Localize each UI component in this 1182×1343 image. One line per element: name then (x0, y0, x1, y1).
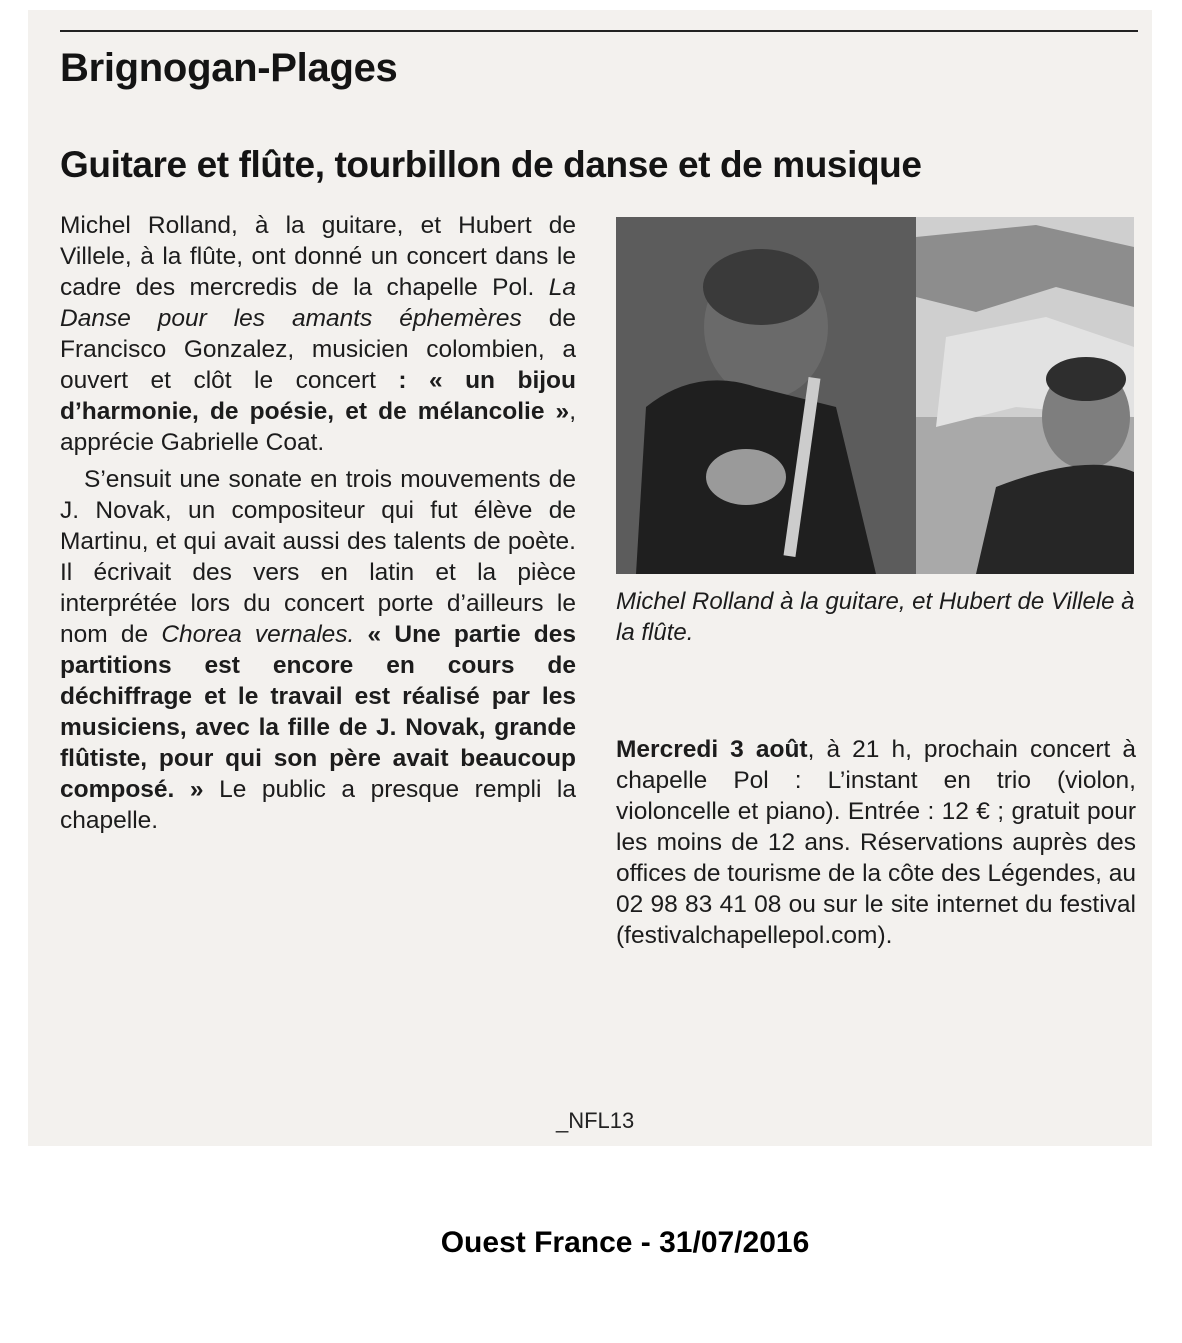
photo-caption: Michel Rolland à la guitare, et Hubert de Villele à la flûte. (616, 588, 1135, 646)
article-left-column (60, 210, 576, 836)
article-paragraph-1: Michel Rolland, à la guitare, et Hubert de Villele, à la flûte, ont donné un concert dans le cadre des mercredis de la chapelle Pol. La Danse pour les amants éphemères de Francisco Gonzalez, musicien colombien, a ouvert et clôt le concert : « un bijou d’harmonie, de poésie, et de mélancolie », apprécie Gabrielle Coat. (60, 212, 576, 456)
quote-2: « Une partie des partitions est encore en cours de déchiffrage et le travail est réalisé par les musiciens, avec la fille de J. Novak, grande flûtiste, pour qui son père avait beaucoup composé. » (60, 621, 577, 803)
section-title: Brignogan-Plages (60, 46, 398, 90)
next-concert-info: Mercredi 3 août, à 21 h, prochain concert à chapelle Pol : L’instant en trio (violon, violoncelle et piano). Entrée : 12 € ; gratuit pour les moins de 12 ans. Réservations auprès des offices de tourisme de la côte des Légendes, au 02 98 83 41 08 ou sur le site internet du festival (festivalchapellepol.com). (616, 736, 1136, 949)
article-right-column (616, 734, 1136, 951)
work-title-2: Chorea vernales. (161, 621, 355, 648)
concert-photo (616, 217, 1134, 574)
quote-1: : « un bijou d’harmonie, de poésie, et de mélancolie » (60, 367, 576, 425)
source-credit: Ouest France - 31/07/2016 (440, 1226, 810, 1259)
next-concert-date: Mercredi 3 août (616, 736, 808, 763)
article-paragraph-2: S’ensuit une sonate en trois mouvements de J. Novak, un compositeur qui fut élève de Martinu, et qui avait aussi des talents de poète. Il écrivait des vers en latin et la pièce interprétée lors du concert porte d’ailleurs le nom de Chorea vernales. « Une partie des partitions est encore en cours de déchiffrage et le travail est réalisé par les musiciens, avec la fille de J. Novak, grande flûtiste, pour qui son père avait beaucoup composé. » Le public a presque rempli la chapelle. (60, 466, 577, 834)
photo-illustration (616, 217, 1134, 574)
top-rule (60, 30, 1138, 32)
work-title: La Danse pour les amants éphemères (60, 274, 576, 332)
article-headline: Guitare et flûte, tourbillon de danse et de musique (60, 144, 922, 185)
page-code: _NFL13 (556, 1108, 635, 1133)
